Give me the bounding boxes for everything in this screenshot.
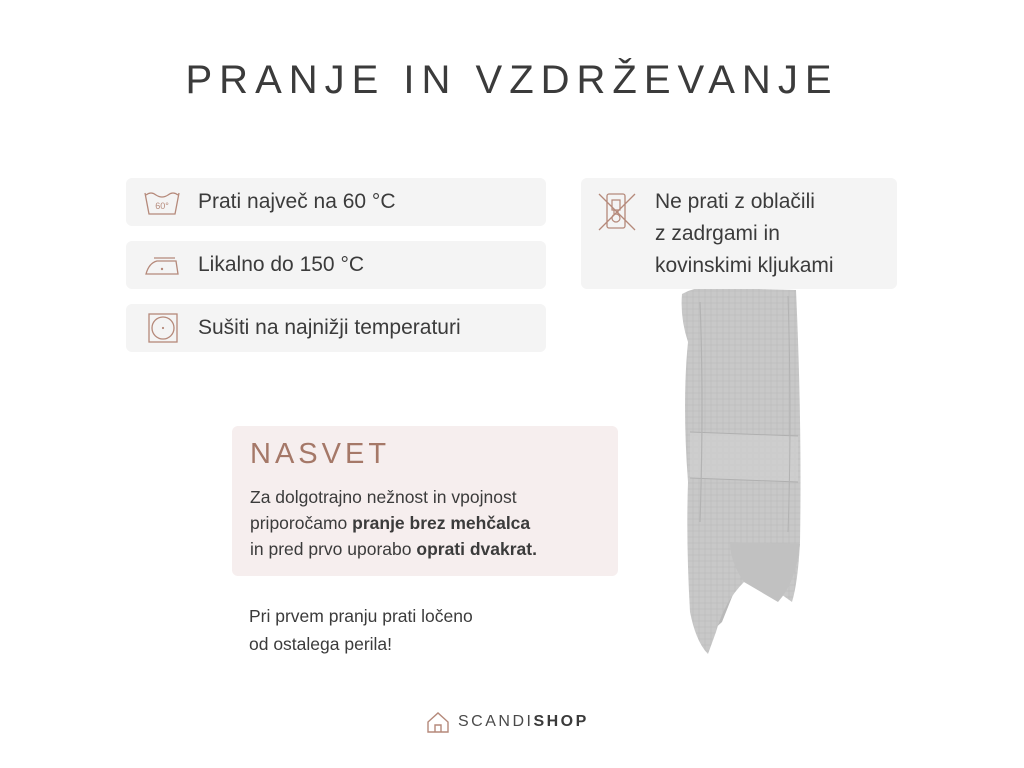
tip-line: Za dolgotrajno nežnost in vpojnost [250,487,517,507]
towel-image [660,282,830,662]
care-label-wash: Prati največ na 60 °C [198,190,396,213]
tip-line [250,536,537,562]
wash-temp-badge: 60° [155,201,169,211]
care-label-dry: Sušiti na najnižji temperaturi [198,316,461,339]
brand-logo [426,708,589,736]
brand-name [458,713,589,731]
tip-emphasis: oprati dvakrat. [416,539,537,559]
tip-line [250,510,537,536]
brand-name-part1: SCANDI [458,713,534,730]
wash-60-icon [142,187,182,217]
separate-wash-note [249,602,473,658]
care-item-iron [126,241,546,289]
warning-card [581,178,897,289]
warning-line: kovinskimi kljukami [655,254,834,277]
note-line: od ostalega perila! [249,634,393,654]
warning-line: z zadrgami in [655,222,780,245]
tip-emphasis: pranje brez mehčalca [352,513,531,533]
tip-text: priporočamo [250,513,353,533]
iron-icon [142,250,182,280]
tip-text: in pred prvo uporabo [250,539,417,559]
warning-text [655,186,834,282]
house-icon [426,710,450,734]
care-item-dry [126,304,546,352]
tip-card [232,426,618,576]
no-zipper-icon [595,190,639,234]
care-item-wash [126,178,546,226]
note-line: Pri prvem pranju prati ločeno [249,606,473,626]
tip-title: NASVET [250,438,391,470]
brand-name-part2: SHOP [533,713,589,730]
page-title: PRANJE IN VZDRŽEVANJE [185,58,839,102]
tumble-dry-low-icon [142,313,182,343]
warning-line: Ne prati z oblačili [655,190,815,213]
tip-body [250,484,537,562]
care-label-iron: Likalno do 150 °C [198,253,365,276]
